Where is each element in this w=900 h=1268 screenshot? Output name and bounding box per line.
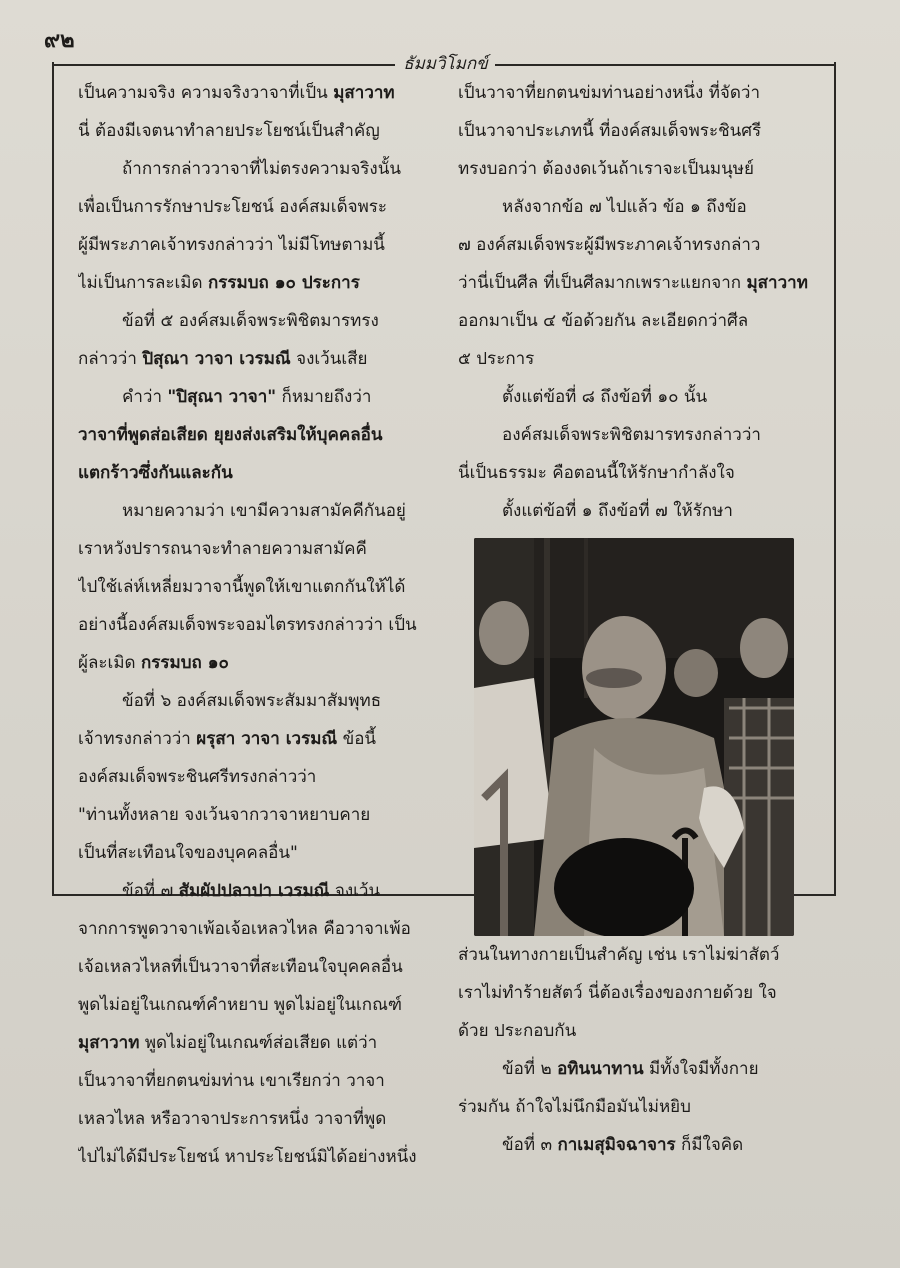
text-line [458,264,818,302]
text-line [458,492,818,530]
running-title: ธัมมวิโมกข์ [403,54,488,74]
text-line [458,1126,818,1164]
line-text: องค์สมเด็จพระพิชิตมารทรงกล่าวว่า [502,425,761,445]
bold-term: แตกร้าวซึ่งกันและกัน [78,463,233,483]
text-line [78,720,434,758]
line-text: เจ้าทรงกล่าวว่า [78,729,197,749]
bold-term: วาจาที่พูดส่อเสียด ยุยงส่งเสริมให้บุคคลอื่น [78,425,383,445]
line-text: ตั้งแต่ข้อที่ ๑ ถึงข้อที่ ๗ ให้รักษา [502,501,733,521]
text-line [78,1100,434,1138]
right-column-top [458,74,818,530]
line-text: เป็นวาจาประเภทนี้ ที่องค์สมเด็จพระชินศรี [458,121,762,141]
line-text: พูดไม่อยู่ในเกณฑ์คำหยาบ พูดไม่อยู่ในเกณฑ์ [78,995,402,1015]
text-line [458,1050,818,1088]
line-text: ข้อที่ ๕ องค์สมเด็จพระพิชิตมารทรง [122,311,379,331]
text-line [78,378,434,416]
bold-term: สัมผัปปลาปา เวรมณี [178,881,330,901]
text-line [78,568,434,606]
text-line [78,948,434,986]
text-line [78,682,434,720]
line-text: ร่วมกัน ถ้าใจไม่นึกมือมันไม่หยิบ [458,1097,691,1117]
text-line [458,188,818,226]
bold-term: มุสาวาท [333,83,395,103]
text-line [78,188,434,226]
line-text: หมายความว่า เขามีความสามัคคีกันอยู่ [122,501,406,521]
text-line [78,454,434,492]
text-line [458,1088,818,1126]
line-text: ว่านี่เป็นศีล ที่เป็นศีลมากเพราะแยกจาก [458,273,747,293]
line-text: กล่าวว่า [78,349,143,369]
line-text: อย่างนี้องค์สมเด็จพระจอมไตรทรงกล่าวว่า เป็น [78,615,417,635]
line-text: เจ้อเหลวไหลที่เป็นวาจาที่สะเทือนใจบุคคลอื่น [78,957,403,977]
text-line [78,340,434,378]
line-text: ผู้มีพระภาคเจ้าทรงกล่าวว่า ไม่มีโทษตามนี้ [78,235,385,255]
line-text: จงเว้น [329,881,381,901]
text-line [78,492,434,530]
line-text: เป็นความจริง ความจริงวาจาที่เป็น [78,83,334,103]
text-line [458,150,818,188]
text-line [78,112,434,150]
line-text: ก็มีใจคิด [675,1135,744,1155]
photo-monk-with-cane [474,538,794,936]
text-line [78,986,434,1024]
text-line [78,1024,434,1062]
text-line [78,530,434,568]
text-line [458,936,818,974]
bold-term: "ปิสุณา วาจา" [167,387,277,407]
text-line [78,416,434,454]
line-text: ๗ องค์สมเด็จพระผู้มีพระภาคเจ้าทรงกล่าว [458,235,761,255]
bold-term: อทินนาทาน [557,1059,644,1079]
bold-term: มุสาวาท [746,273,808,293]
text-line [458,340,818,378]
text-line [458,74,818,112]
line-text: เป็นวาจาที่ยกตนข่มท่าน เขาเรียกว่า วาจา [78,1071,385,1091]
bold-term: ปิสุณา วาจา เวรมณี [142,349,291,369]
bold-term: ผรุสา วาจา เวรมณี [196,729,338,749]
line-text: ๕ ประการ [458,349,535,369]
line-text: มีทั้งใจมีทั้งกาย [643,1059,759,1079]
text-line [78,302,434,340]
line-text: หลังจากข้อ ๗ ไปแล้ว ข้อ ๑ ถึงข้อ [502,197,747,217]
text-line [78,758,434,796]
line-text: เป็นวาจาที่ยกตนข่มท่านอย่างหนึ่ง ที่จัดว่า [458,83,760,103]
text-line [458,1012,818,1050]
line-text: เป็นที่สะเทือนใจของบุคคลอื่น" [78,843,298,863]
text-line [78,910,434,948]
line-text: ส่วนในทางกายเป็นสำคัญ เช่น เราไม่ฆ่าสัตว์ [458,945,780,965]
text-line [78,834,434,872]
text-line [78,872,434,910]
line-text: ไปไม่ได้มีประโยชน์ หาประโยชน์มิได้อย่างหนึ่ง [78,1147,417,1167]
left-column [78,74,434,1176]
line-text: คำว่า [122,387,168,407]
line-text: ตั้งแต่ข้อที่ ๘ ถึงข้อที่ ๑๐ นั้น [502,387,708,407]
page-number: ๙๒ [44,27,75,53]
photo-image [474,538,794,936]
line-text: ทรงบอกว่า ต้องงดเว้นถ้าเราจะเป็นมนุษย์ [458,159,754,179]
line-text: ก็หมายถึงว่า [276,387,372,407]
text-line [458,378,818,416]
line-text: เราหวังปรารถนาจะทำลายความสามัคคี [78,539,367,559]
line-text: ข้อนี้ [337,729,377,749]
text-line [78,606,434,644]
text-line [458,302,818,340]
text-line [458,974,818,1012]
line-text: องค์สมเด็จพระชินศรีทรงกล่าวว่า [78,767,317,787]
text-line [78,74,434,112]
line-text: นี่ ต้องมีเจตนาทำลายประโยชน์เป็นสำคัญ [78,121,380,141]
line-text: เพื่อเป็นการรักษาประโยชน์ องค์สมเด็จพระ [78,197,388,217]
text-line [78,264,434,302]
text-line [78,1062,434,1100]
line-text: จงเว้นเสีย [290,349,368,369]
line-text: นี่เป็นธรรมะ คือตอนนี้ให้รักษากำลังใจ [458,463,735,483]
text-line [458,112,818,150]
text-line [78,150,434,188]
bold-term: กรรมบถ ๑๐ [140,653,229,673]
line-text: ด้วย ประกอบกัน [458,1021,577,1041]
text-line [78,644,434,682]
text-line [458,226,818,264]
line-text: เราไม่ทำร้ายสัตว์ นี่ต้องเรื่องของกายด้วย ใจ [458,983,777,1003]
bold-term: กาเมสุมิจฉาจาร [557,1135,676,1155]
text-line [78,1138,434,1176]
line-text: ข้อที่ ๓ [502,1135,558,1155]
bold-term: กรรมบถ ๑๐ ประการ [207,273,360,293]
line-text: "ท่านทั้งหลาย จงเว้นจากวาจาหยาบคาย [78,805,371,825]
line-text: ไปใช้เล่ห์เหลี่ยมวาจานี้พูดให้เขาแตกกันให้ได้ [78,577,406,597]
text-line [78,226,434,264]
text-line [458,454,818,492]
right-column-bottom [458,936,818,1164]
line-text: ข้อที่ ๗ [122,881,179,901]
line-text: ไม่เป็นการละเมิด [78,273,208,293]
line-text: เหลวไหล หรือวาจาประการหนึ่ง วาจาที่พูด [78,1109,387,1129]
text-line [78,796,434,834]
line-text: ถ้าการกล่าววาจาที่ไม่ตรงความจริงนั้น [122,159,401,179]
line-text: ผู้ละเมิด [78,653,141,673]
text-line [458,416,818,454]
line-text: ออกมาเป็น ๔ ข้อด้วยกัน ละเอียดกว่าศีล [458,311,749,331]
line-text: ข้อที่ ๖ องค์สมเด็จพระสัมมาสัมพุทธ [122,691,382,711]
line-text: พูดไม่อยู่ในเกณฑ์ส่อเสียด แต่ว่า [139,1033,378,1053]
bold-term: มุสาวาท [78,1033,140,1053]
line-text: ข้อที่ ๒ [502,1059,558,1079]
line-text: จากการพูดวาจาเพ้อเจ้อเหลวไหล คือวาจาเพ้อ [78,919,411,939]
